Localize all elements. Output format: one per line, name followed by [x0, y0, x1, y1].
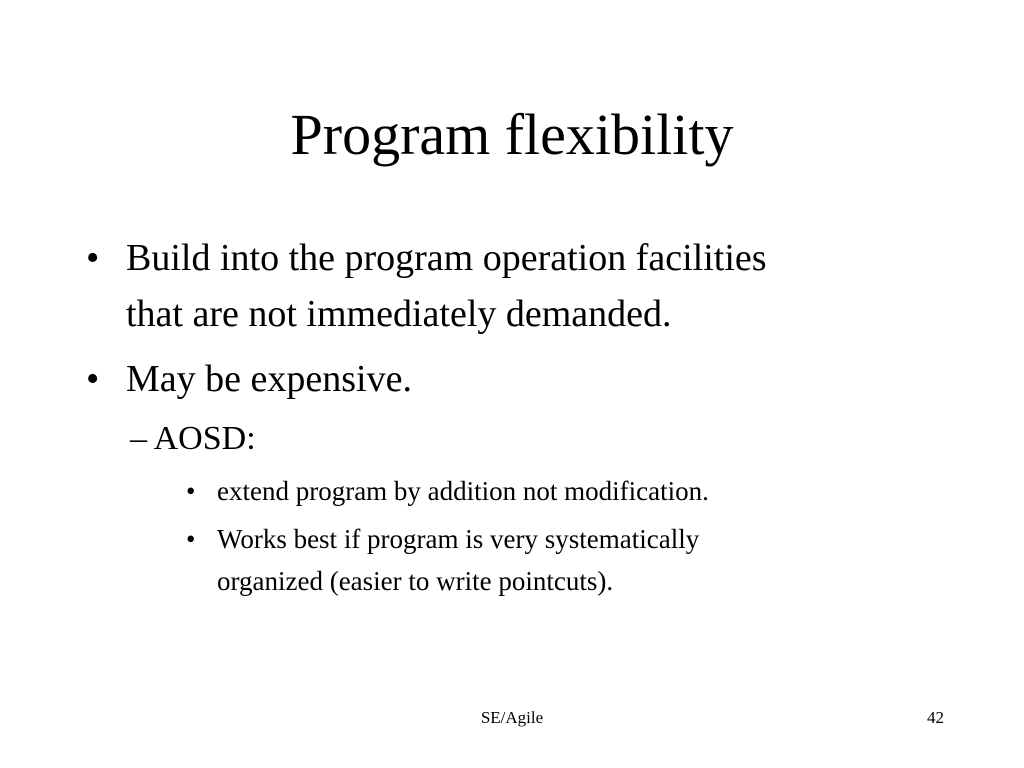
- sub-bullet-marker: –: [130, 420, 147, 457]
- sub-bullet-item: [130, 415, 256, 463]
- sub-sub-bullet-line: extend program by addition not modification.: [217, 476, 709, 506]
- footer-course-label: SE/Agile: [480, 708, 544, 727]
- slide-title: Program flexibility: [290, 102, 734, 167]
- bullet-marker: •: [86, 237, 100, 279]
- sub-sub-bullet-marker: •: [186, 524, 196, 554]
- bullet-item: [86, 230, 986, 342]
- bullet-line: that are not immediately demanded.: [126, 293, 672, 335]
- sub-sub-bullet-item: [186, 470, 886, 512]
- bullet-text: [126, 230, 767, 342]
- sub-sub-bullet-line: Works best if program is very systematically: [217, 524, 700, 554]
- sub-sub-bullet-text: [217, 470, 709, 512]
- bullet-line: May be expensive.: [126, 358, 412, 400]
- bullet-line: Build into the program operation facilities: [126, 237, 767, 279]
- sub-sub-bullet-marker: •: [186, 476, 196, 506]
- bullet-text: [126, 351, 412, 407]
- sub-sub-bullet-item: [186, 518, 886, 602]
- sub-bullet-text: AOSD:: [153, 420, 256, 457]
- bullet-item: [86, 351, 686, 407]
- sub-sub-bullet-line: organized (easier to write pointcuts).: [217, 566, 614, 596]
- bullet-marker: •: [86, 358, 100, 400]
- sub-sub-bullet-text: [217, 518, 699, 602]
- footer-page-number: 42: [927, 708, 944, 727]
